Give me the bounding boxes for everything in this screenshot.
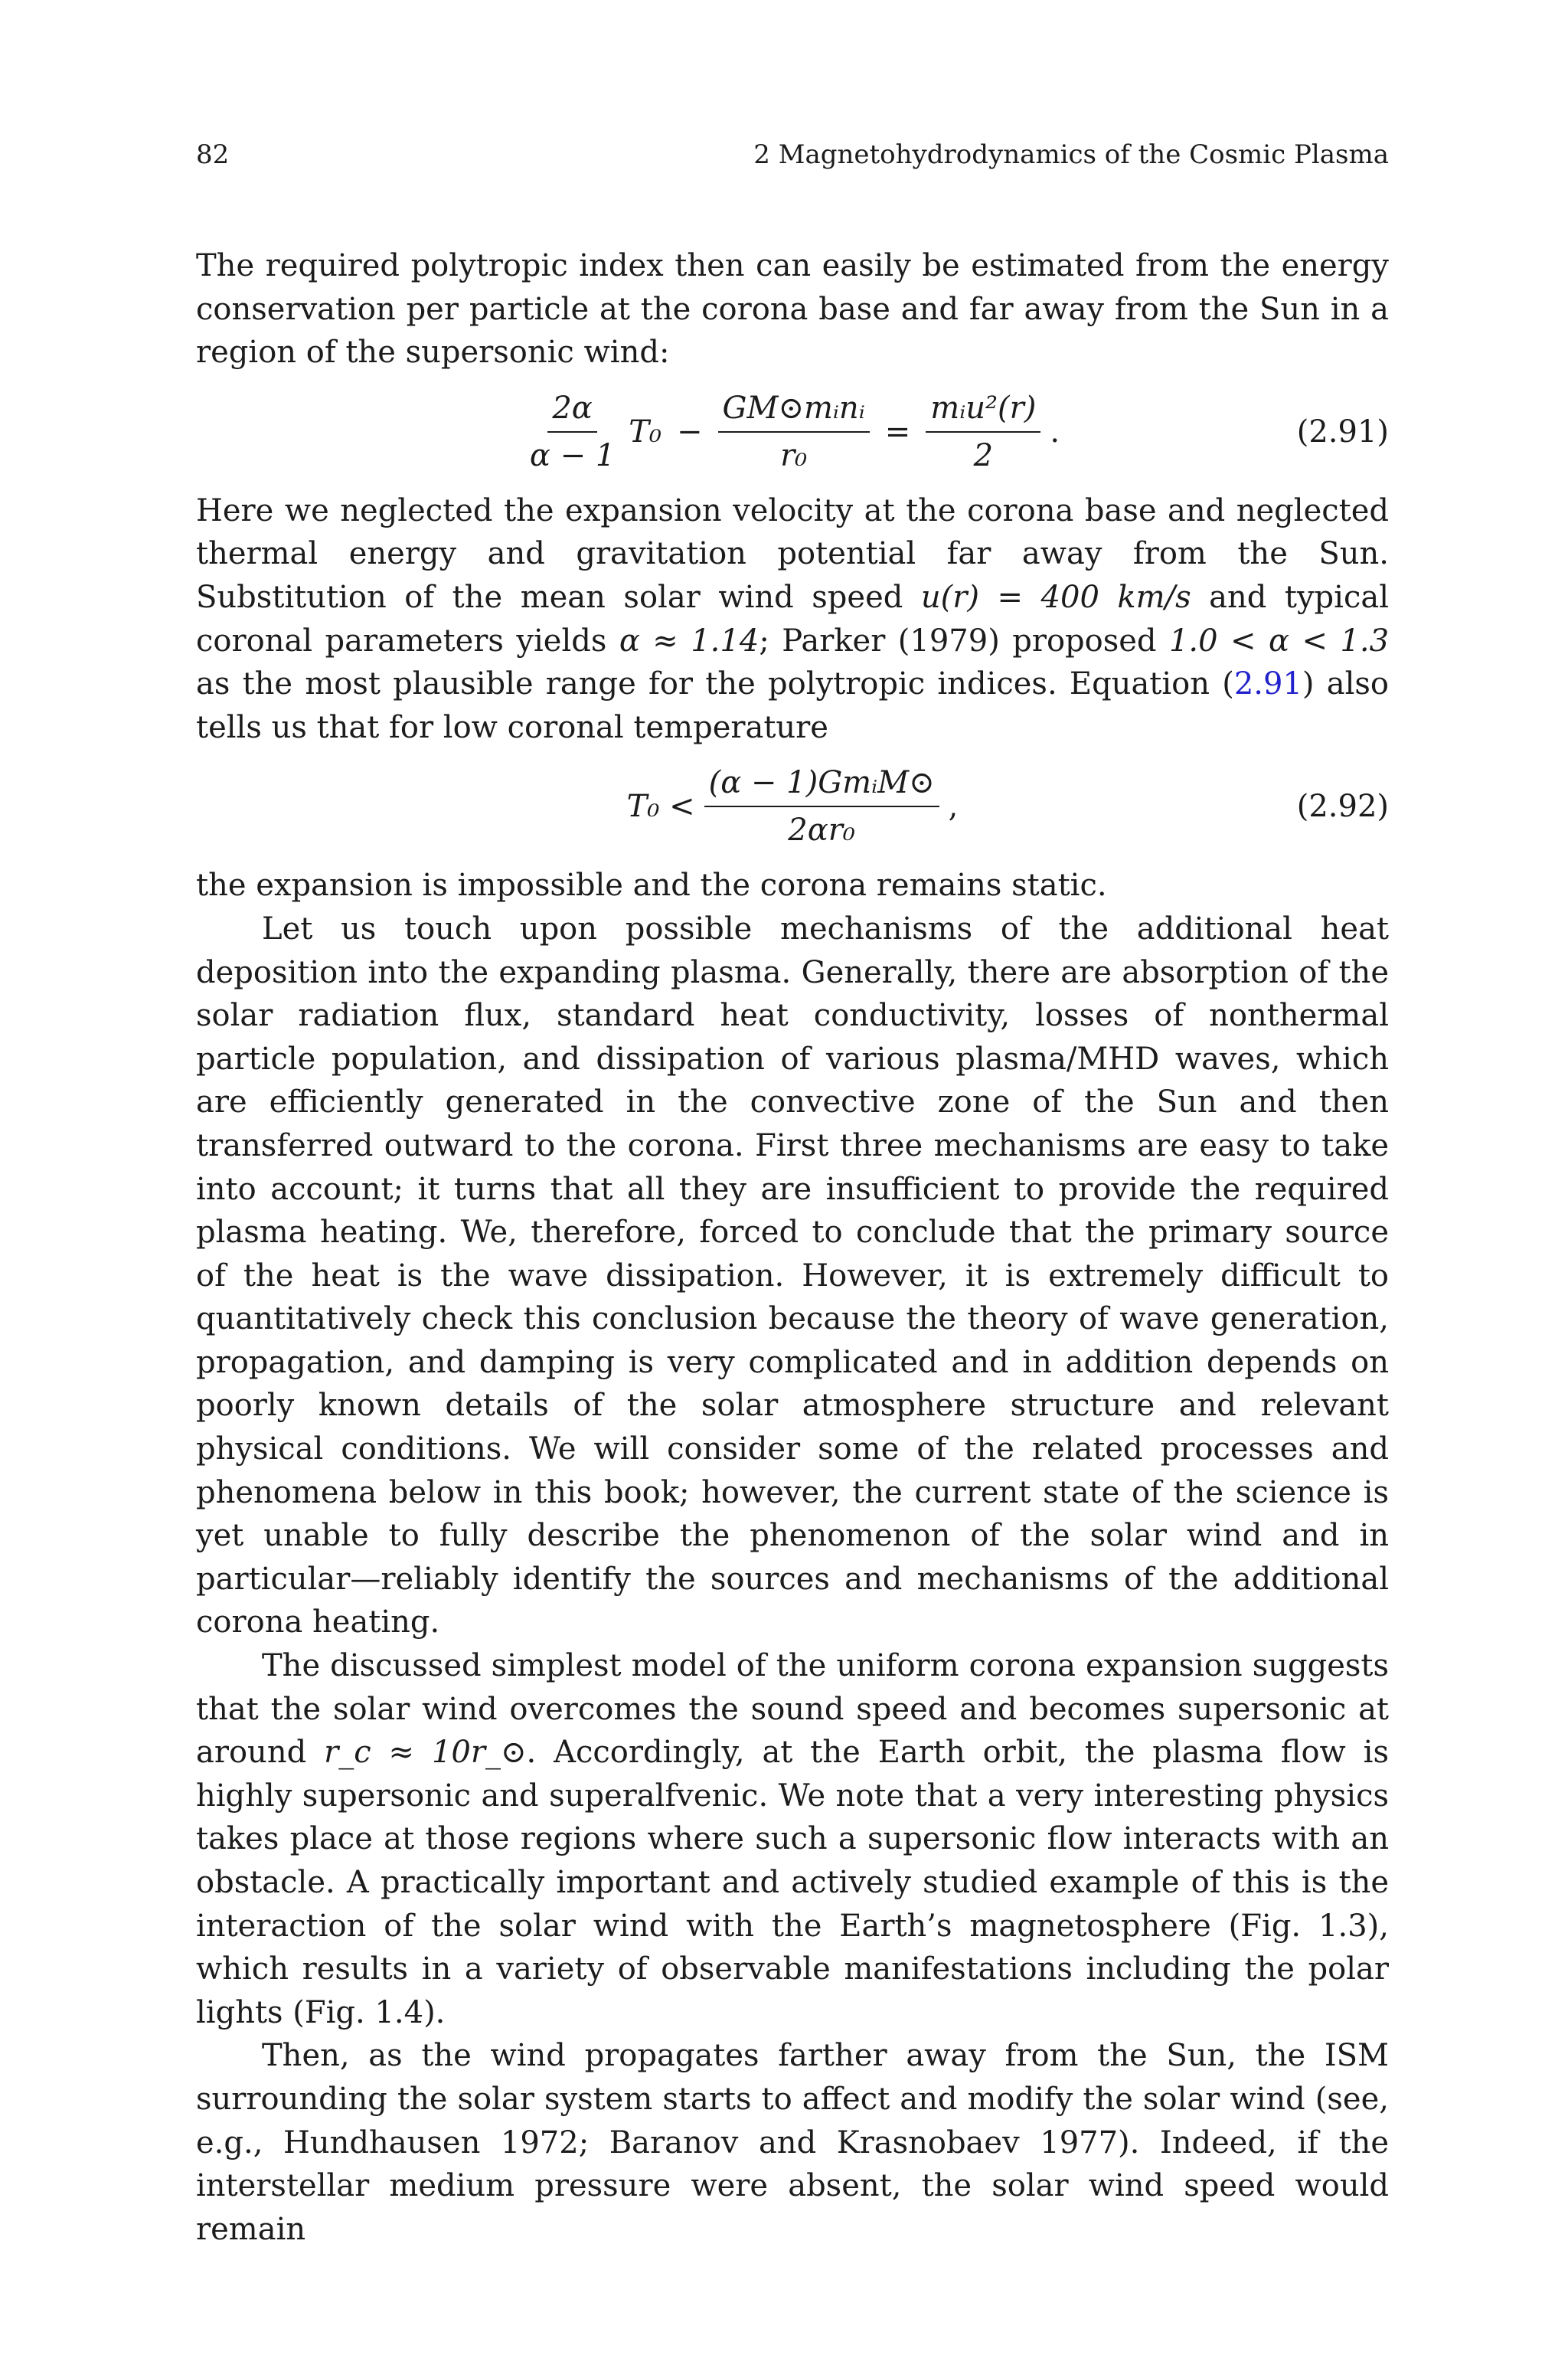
paragraph-5 (196, 1644, 1389, 2034)
paragraph-2 (196, 489, 1389, 750)
page-content (196, 138, 1389, 2251)
eq1-fraction-kinetic (926, 390, 1040, 474)
page-number: 82 (196, 139, 230, 170)
p5-math-critical-radius: r_c ≈ 10r_⊙ (324, 1735, 527, 1771)
p2-text-1: Here we neglected the expansion velocity at the corona base and neglected thermal energy and gravitation potential far away from the Sun. Substitution of the mean solar wind speed (196, 492, 1389, 615)
eq2-comma: , (948, 789, 959, 825)
eq1-frac3-numerator: mᵢu²(r) (926, 390, 1040, 433)
eq1-t0: T₀ (629, 414, 662, 450)
paragraph-6: Then, as the wind propagates farther away from the Sun, the ISM surrounding the solar system starts to affect and modify the solar wind (see, e.g., Hundhausen 1972; Baranov and Krasnobaev 1977). Indeed, if the interstellar medium pressure were absent, the solar wind speed would remain (196, 2038, 1389, 2247)
equation-reference-link[interactable]: 2.91 (1233, 666, 1302, 702)
equation-number-2-91: (2.91) (1296, 414, 1389, 450)
eq1-frac1-numerator: 2α (547, 390, 596, 433)
p2-math-alpha: α ≈ 1.14 (619, 623, 760, 659)
p2-text-5: ) also tells us that for low coronal temperature (196, 666, 1389, 745)
eq2-fraction (704, 764, 939, 849)
p5-text-2: . Accordingly, at the Earth orbit, the plasma flow is highly supersonic and superalfvenic. We note that a very interesting physics takes place at those regions where such a supersonic flow interacts with an obstacle. A practically important and actively studied example of this is the interaction of the solar wind with the Earth’s magnetosphere (Fig. 1.3), which results in a variety of observable manifestations including the polar lights (Fig. 1.4). (196, 1735, 1389, 2030)
equation-number-2-92: (2.92) (1296, 789, 1389, 825)
p5-text-1: The discussed simplest model of the uniform corona expansion suggests that the solar wind overcomes the sound speed and becomes supersonic at around (196, 1648, 1389, 1771)
equation-2-91 (196, 375, 1389, 489)
eq2-denominator: 2αr₀ (788, 813, 855, 849)
equation-2-92-body (627, 764, 959, 849)
eq1-minus: − (677, 414, 703, 450)
paragraph-3: the expansion is impossible and the corona remains static. (196, 868, 1107, 904)
eq2-numerator: (α − 1)GmᵢM⊙ (704, 764, 939, 807)
eq1-frac3-denominator: 2 (973, 437, 994, 473)
chapter-title: 2 Magnetohydrodynamics of the Cosmic Plasma (753, 139, 1389, 170)
paragraph-1: The required polytropic index then can easily be estimated from the energy conservation per particle at the corona base and far away from the Sun in a region of the supersonic wind: (196, 248, 1389, 371)
p2-text-2: and typical coronal parameters yields (196, 579, 1389, 659)
equation-2-91-body (525, 390, 1060, 474)
eq1-frac2-numerator: GM⊙mᵢnᵢ (718, 390, 870, 433)
eq1-frac1-denominator: α − 1 (529, 437, 616, 473)
p2-math-range: 1.0 < α < 1.3 (1168, 623, 1390, 659)
paragraph-4: Let us touch upon possible mechanisms of the additional heat deposition into the expanding plasma. Generally, there are absorption of the solar radiation flux, standard heat conductivity, losses of nonthermal particle population, and dissipation of various plasma/MHD waves, which are efficiently generated in the convective zone of the Sun and then transferred outward to the corona. First three mechanisms are easy to take into account; it turns that all they are insufficient to provide the required plasma heating. We, therefore, forced to conclude that the primary source of the heat is the wave dissipation. However, it is extremely difficult to quantitatively check this conclusion because the theory of wave generation, propagation, and damping is very complicated and in addition depends on poorly known details of the solar atmosphere structure and relevant physical conditions. We will consider some of the related processes and phenomena below in this book; however, the current state of the science is yet unable to fully describe the phenomenon of the solar wind and in particular—reliably identify the sources and mechanisms of the additional corona heating. (196, 911, 1389, 1640)
p2-math-wind-speed: u(r) = 400 km/s (920, 579, 1191, 615)
p2-text-3: ; Parker (1979) proposed (759, 623, 1169, 659)
eq1-fraction-alpha (525, 390, 619, 474)
p2-text-4: as the most plausible range for the polytropic indices. Equation ( (196, 666, 1234, 702)
running-head (196, 138, 1389, 172)
eq1-frac2-denominator: r₀ (780, 437, 808, 473)
equation-2-92 (196, 749, 1389, 864)
eq2-lhs: T₀ < (626, 789, 695, 825)
eq1-fraction-gravity (718, 390, 870, 474)
eq1-equals: = (884, 414, 911, 450)
eq1-period: . (1050, 414, 1060, 450)
